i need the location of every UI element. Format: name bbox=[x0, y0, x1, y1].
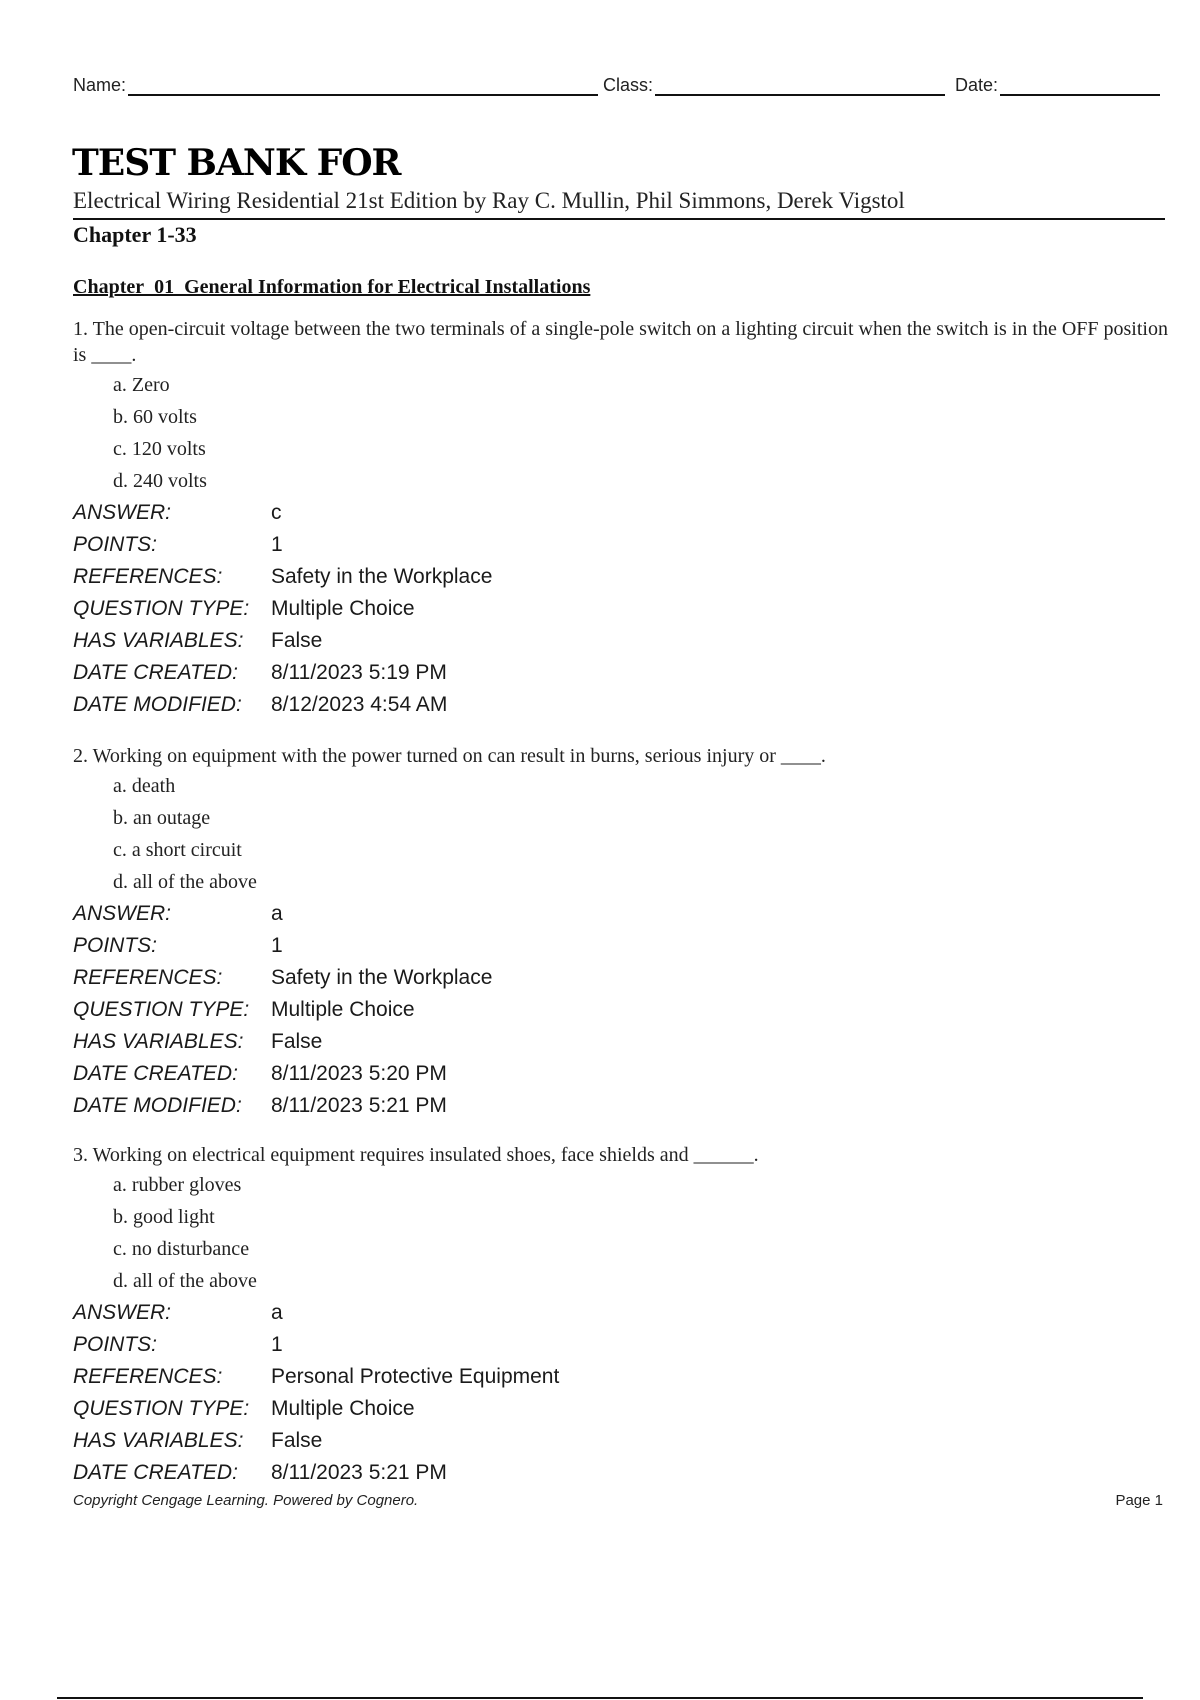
header-fields bbox=[73, 70, 1163, 100]
meta-question-type: QUESTION TYPE: Multiple Choice bbox=[73, 1397, 415, 1420]
date-field[interactable] bbox=[955, 70, 1160, 96]
document-title: TEST BANK FOR bbox=[72, 142, 401, 184]
meta-date-created: DATE CREATED: 8/11/2023 5:21 PM bbox=[73, 1461, 447, 1484]
question-meta bbox=[73, 497, 1168, 721]
meta-references: REFERENCES: Personal Protective Equipment bbox=[73, 1365, 560, 1388]
meta-references: REFERENCES: Safety in the Workplace bbox=[73, 966, 493, 989]
meta-has-variables: HAS VARIABLES: False bbox=[73, 1429, 323, 1452]
choice-d: d. 240 volts bbox=[113, 470, 207, 492]
name-field[interactable] bbox=[73, 70, 598, 96]
meta-points: POINTS: 1 bbox=[73, 533, 283, 556]
page-number: Page 1 bbox=[1115, 1492, 1163, 1509]
choice-list bbox=[73, 1169, 1168, 1297]
meta-answer: ANSWER: a bbox=[73, 1301, 283, 1324]
meta-date-created: DATE CREATED: 8/11/2023 5:19 PM bbox=[73, 661, 447, 684]
date-line[interactable] bbox=[1000, 70, 1160, 96]
choice-d: d. all of the above bbox=[113, 1270, 257, 1292]
chapter-range: Chapter 1-33 bbox=[73, 222, 197, 247]
question-meta bbox=[73, 898, 1168, 1122]
choice-list bbox=[73, 770, 1168, 898]
class-line[interactable] bbox=[655, 70, 945, 96]
question-2 bbox=[73, 743, 1168, 1122]
choice-c: c. no disturbance bbox=[113, 1238, 250, 1260]
class-field[interactable] bbox=[603, 70, 945, 96]
question-1 bbox=[73, 316, 1168, 721]
meta-points: POINTS: 1 bbox=[73, 1333, 283, 1356]
copyright-notice: Copyright Cengage Learning. Powered by Cognero. bbox=[73, 1492, 419, 1509]
meta-answer: ANSWER: a bbox=[73, 902, 283, 925]
question-stem: 3. Working on electrical equipment requires insulated shoes, face shields and ______. bbox=[73, 1144, 759, 1166]
class-label: Class: bbox=[603, 75, 654, 95]
question-meta bbox=[73, 1297, 1168, 1489]
meta-has-variables: HAS VARIABLES: False bbox=[73, 1030, 323, 1053]
meta-question-type: QUESTION TYPE: Multiple Choice bbox=[73, 998, 415, 1021]
section-heading: Chapter_01_General Information for Electrical Installations bbox=[73, 276, 591, 298]
choice-b: b. good light bbox=[113, 1206, 215, 1228]
question-stem: 1. The open-circuit voltage between the two terminals of a single-pole switch on a lighting circuit when the switch is in the OFF position is ____. bbox=[73, 318, 1168, 366]
meta-has-variables: HAS VARIABLES: False bbox=[73, 629, 323, 652]
meta-answer: ANSWER: c bbox=[73, 501, 282, 524]
date-label: Date: bbox=[955, 75, 999, 95]
meta-question-type: QUESTION TYPE: Multiple Choice bbox=[73, 597, 415, 620]
title-divider bbox=[73, 218, 1165, 220]
name-line[interactable] bbox=[128, 70, 598, 96]
meta-references: REFERENCES: Safety in the Workplace bbox=[73, 565, 493, 588]
question-3 bbox=[73, 1142, 1168, 1489]
page-bottom-divider bbox=[57, 1697, 1143, 1699]
meta-date-modified: DATE MODIFIED: 8/11/2023 5:21 PM bbox=[73, 1094, 447, 1117]
choice-list bbox=[73, 369, 1168, 497]
choice-a: a. death bbox=[113, 775, 176, 797]
choice-c: c. 120 volts bbox=[113, 438, 206, 460]
choice-a: a. Zero bbox=[113, 374, 170, 396]
meta-date-created: DATE CREATED: 8/11/2023 5:20 PM bbox=[73, 1062, 447, 1085]
question-stem: 2. Working on equipment with the power turned on can result in burns, serious injury or ____. bbox=[73, 745, 826, 767]
meta-date-modified: DATE MODIFIED: 8/12/2023 4:54 AM bbox=[73, 693, 448, 716]
choice-b: b. 60 volts bbox=[113, 406, 197, 428]
choice-b: b. an outage bbox=[113, 807, 211, 829]
document-subtitle: Electrical Wiring Residential 21st Edition by Ray C. Mullin, Phil Simmons, Derek Vigstol bbox=[73, 188, 905, 213]
meta-points: POINTS: 1 bbox=[73, 934, 283, 957]
choice-c: c. a short circuit bbox=[113, 839, 242, 861]
name-label: Name: bbox=[73, 75, 127, 95]
choice-d: d. all of the above bbox=[113, 871, 257, 893]
choice-a: a. rubber gloves bbox=[113, 1174, 242, 1196]
